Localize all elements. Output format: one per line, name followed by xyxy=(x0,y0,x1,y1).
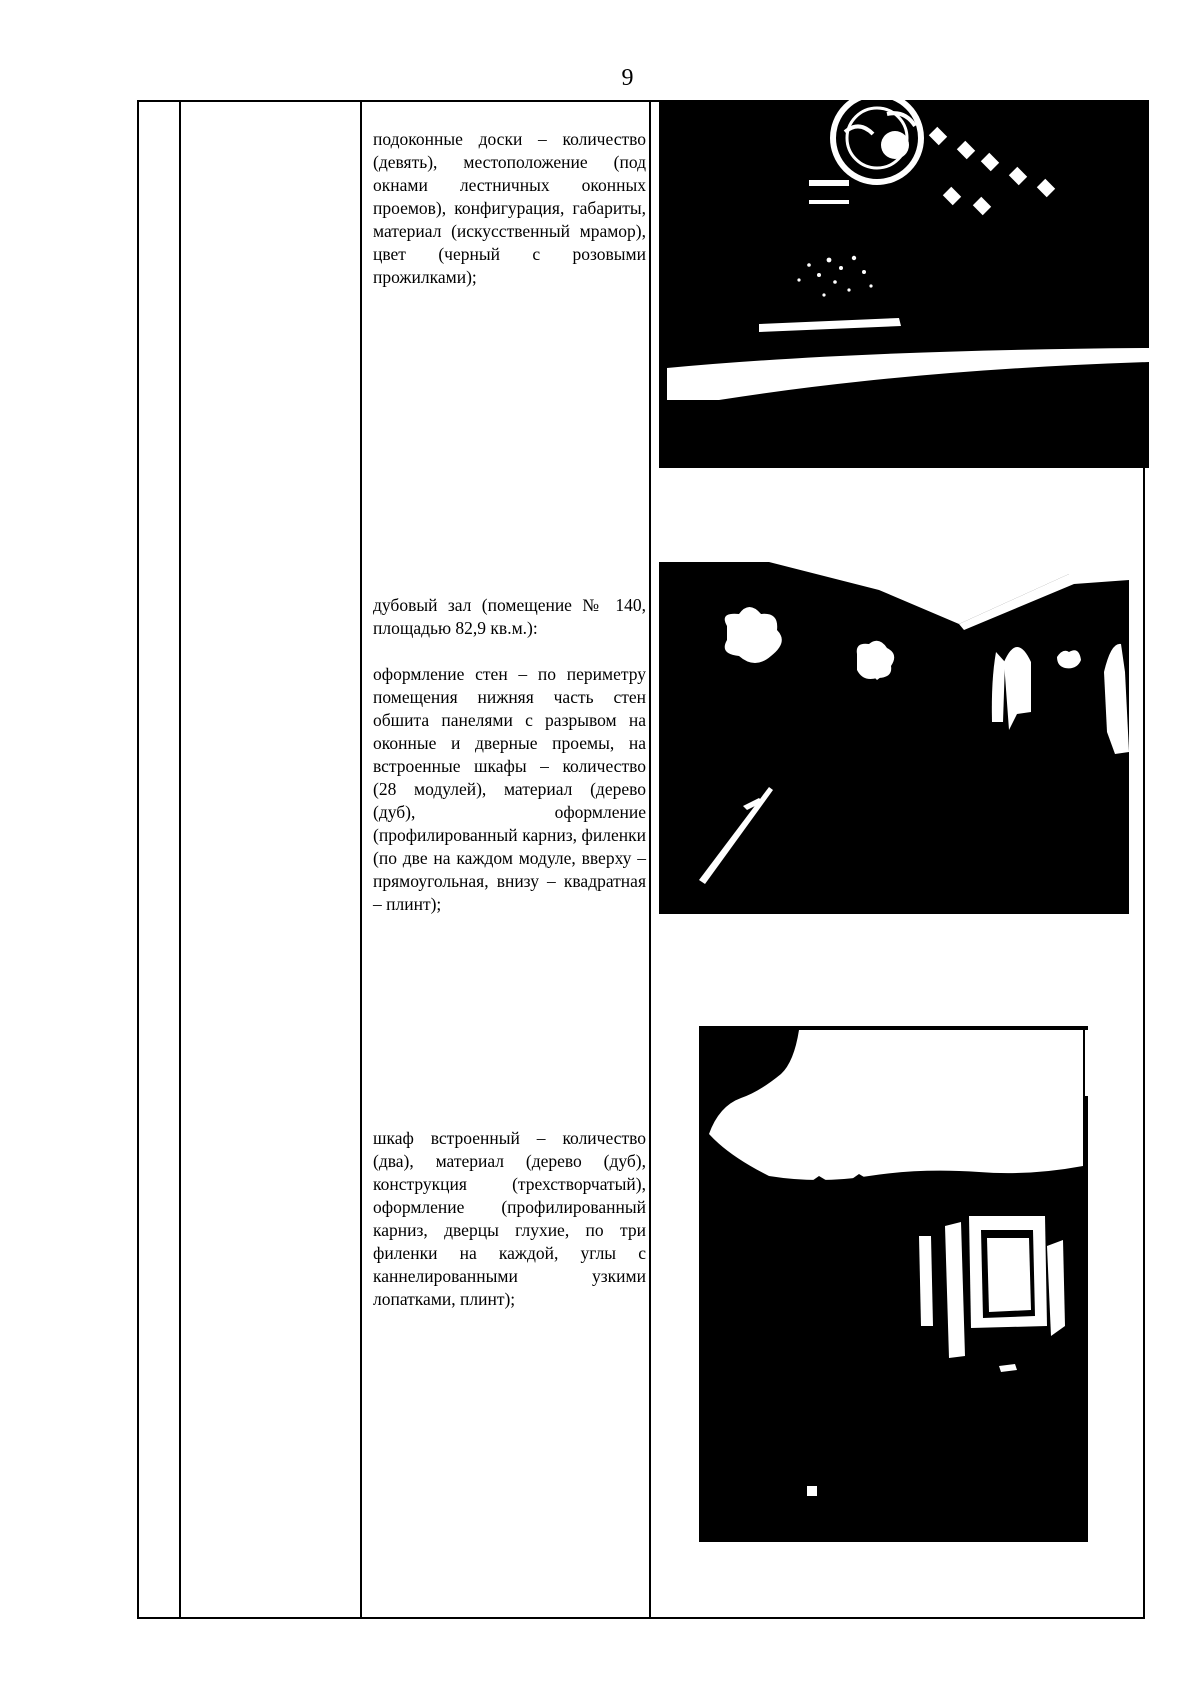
photo-oak-hall xyxy=(659,562,1129,914)
paragraph: оформление стен – по периметру помещения нижняя часть стен обшита панелями с разрывом на оконные и дверные проемы, на встроенные шкафы – количество (28 модулей), материал (дерево (дуб), оформление (профилированный карниз, филенки (по две на каждом модуле, вверху – прямоугольная, внизу – квадратная – плинт); xyxy=(373,664,646,914)
row-3-description xyxy=(373,1127,646,1311)
paragraph: шкаф встроенный – количество (два), материал (дерево (дуб), конструкция (трехстворчатый), оформление (профилированный карниз, дверцы глухие, по три филенки на каждой, углы с каннелированными узкими лопатками, плинт); xyxy=(373,1128,646,1309)
paragraph: дубовый зал (помещение № 140, площадью 82,9 кв.м.): xyxy=(373,595,646,638)
row-2-description xyxy=(373,594,646,916)
paragraph: подоконные доски – количество (девять), местоположение (под окнами лестничных оконных проемов), конфигурация, габариты, материал (искусственный мрамор), цвет (черный с розовыми прожилками); xyxy=(373,129,646,287)
photo-built-in-cabinet xyxy=(699,1026,1088,1542)
page-number: 9 xyxy=(621,65,634,91)
photo-window-sill xyxy=(659,100,1149,468)
row-1-description xyxy=(373,128,646,289)
column-divider xyxy=(179,102,181,1617)
column-divider xyxy=(649,102,651,1617)
document-table xyxy=(137,100,1145,1619)
column-divider xyxy=(360,102,362,1617)
